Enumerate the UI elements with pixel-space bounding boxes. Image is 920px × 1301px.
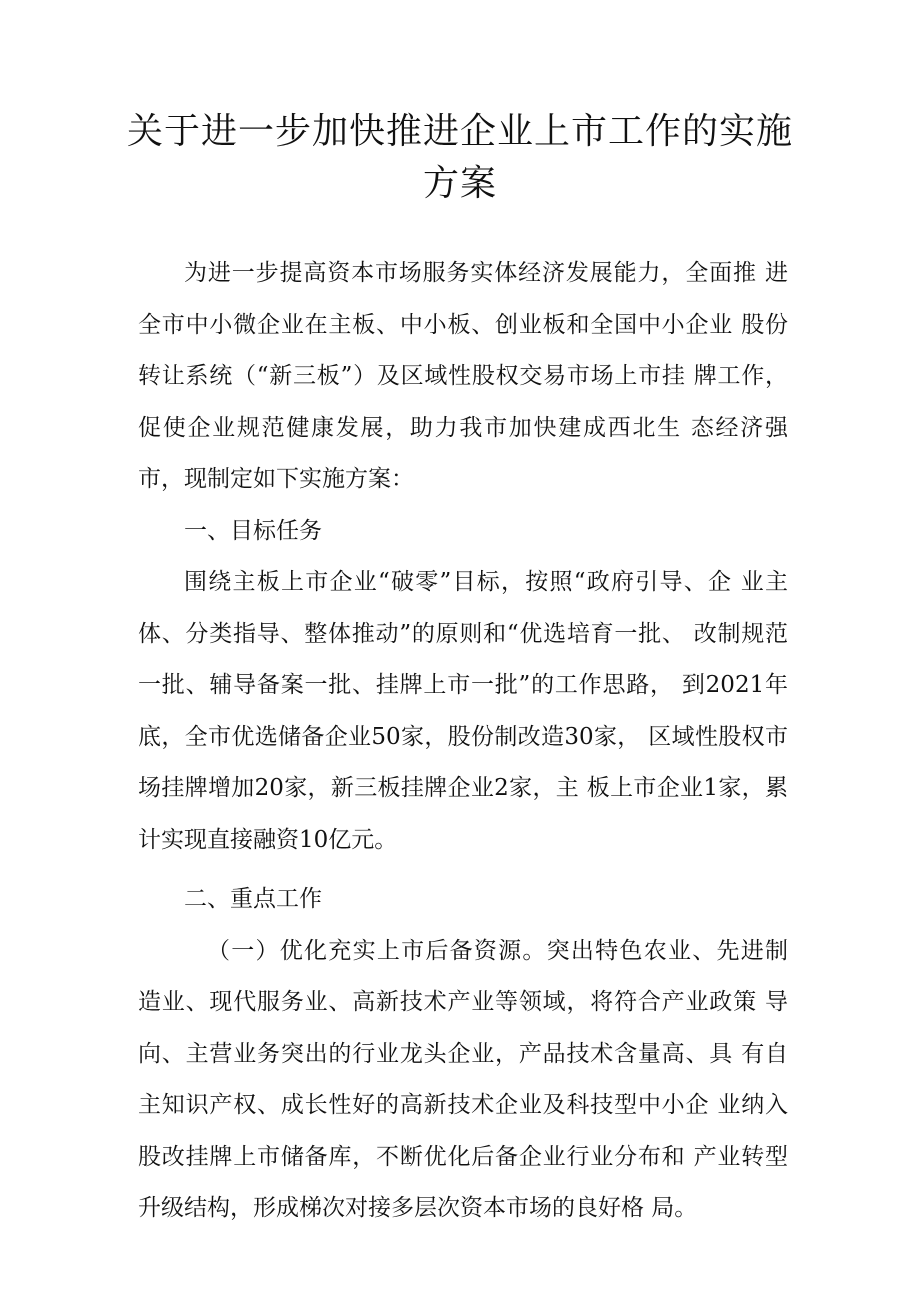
document-title-line-2: 方案 [422,163,497,204]
document-body [138,248,788,1235]
section-1-heading: 一、目标任务 [184,517,322,544]
intro-paragraph: 为进一步提高资本市场服务实体经济发展能力，全面推 进全市中小微企业在主板、中小板、创业板和全国中小企业 股份转让系统（“新三板”）及区域性股权交易市场上市挂 牌工作，促使企业规范健康发展，助力我市加快建成西北生 态经济强市，现制定如下实施方案： [138,260,788,492]
section-1-paragraph: 围绕主板上市企业“破零”目标，按照“政府引导、企 业主体、分类指导、整体推动”的原则和“优选培育一批、 改制规范一批、辅导备案一批、挂牌上市一批”的工作思路， 到2021年底，全市优选储备企业50家，股份制改造30家， 区域性股权市场挂牌增加20家，新三板挂牌企业2家，主 板上市企业1家，累计实现直接融资10亿元。 [138,569,788,853]
section-2-heading: 二、重点工作 [184,886,322,912]
document-title-line-1: 关于进一步加快推进企业上市工作的实施 [126,111,793,152]
section-2-item-1-paragraph: （一）优化充实上市后备资源。突出特色农业、先进制 造业、现代服务业、高新技术产业等领域，将符合产业政策 导向、主营业务突出的行业龙头企业，产品技术含量高、具 有自主知识产权、成长性好的高新技术企业及科技型中小企 业纳入股改挂牌上市储备库，不断优化后备企业行业分布和 产业转型升级结构，形成梯次对接多层次资本市场的良好格 局。 [138,937,788,1221]
